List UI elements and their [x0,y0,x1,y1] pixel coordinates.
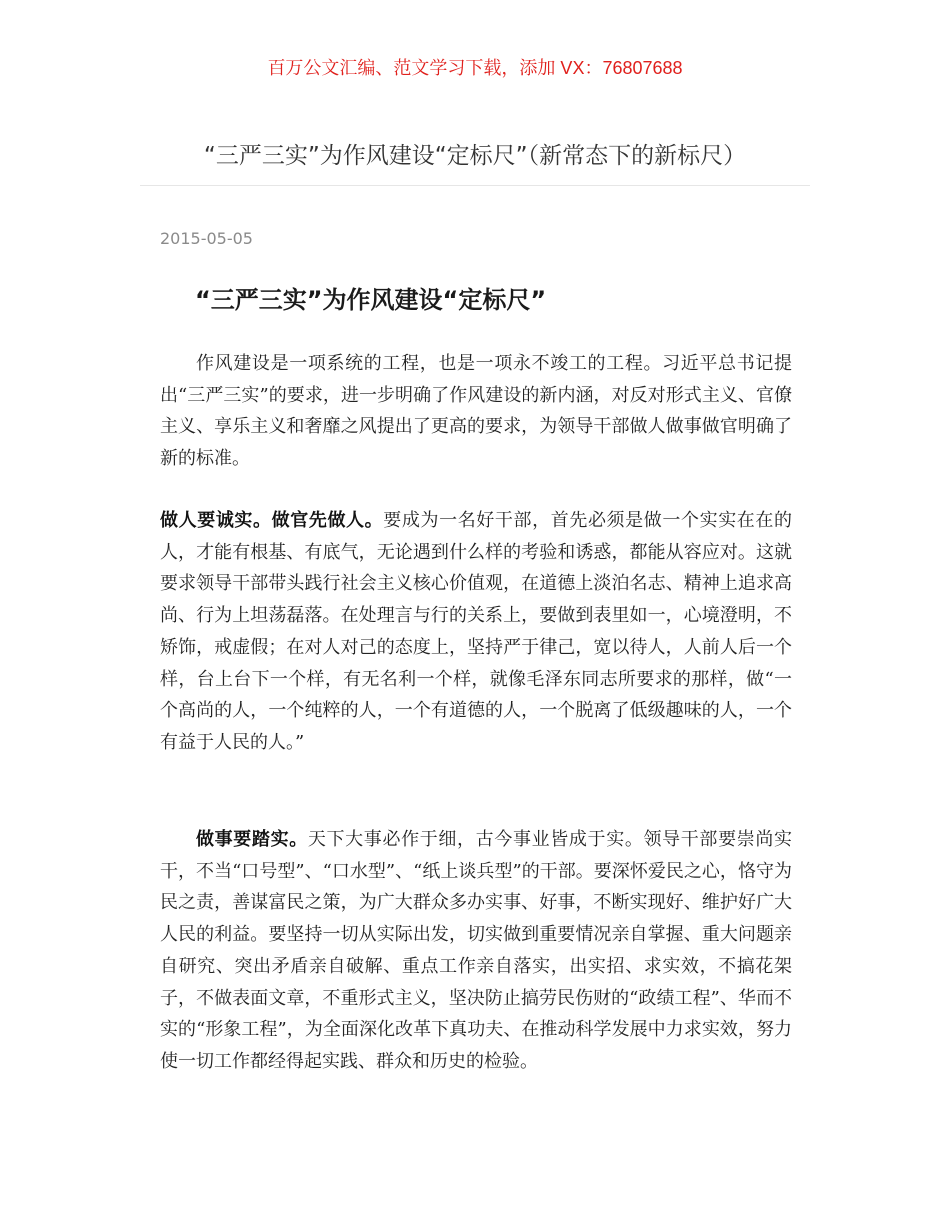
promo-banner-text: 百万公文汇编、范文学习下载，添加 VX：76807688 [267,58,683,78]
publish-date: 2015-05-05 [160,229,253,248]
paragraph-honest-person-body: 要成为一名好干部，首先必须是做一个实实在在的人，才能有根基、有底气，无论遇到什么样的考验和诱惑，都能从容应对。这就要求领导干部带头践行社会主义核心价值观，在道德上淡泊名志、精神上追求高尚、行为上坦荡磊落。在处理言与行的关系上，要做到表里如一，心境澄明，不矫饰，戒虚假；在对人对己的态度上，坚持严于律己，宽以待人，人前人后一个样，台上台下一个样，有无名利一个样，就像毛泽东同志所要求的那样，做“一个高尚的人，一个纯粹的人，一个有道德的人，一个脱离了低级趣味的人，一个有益于人民的人。” [160,510,793,753]
paragraph-practical-work-lead: 做事要踏实。 [196,829,308,850]
paragraph-intro [160,348,792,475]
paragraph-practical-work [160,824,792,1078]
page-title: “三严三实”为作风建设“定标尺”（新常态下的新标尺） [203,143,747,169]
paragraph-intro-body: 作风建设是一项系统的工程，也是一项永不竣工的工程。习近平总书记提出“三严三实”的要求，进一步明确了作风建设的新内涵，对反对形式主义、官僚主义、享乐主义和奢靡之风提出了更高的要求，为领导干部做人做事做官明确了新的标准。 [160,353,792,470]
paragraph-honest-person-lead: 做人要诚实。做官先做人。 [160,510,384,531]
article-heading: “三严三实”为作风建设“定标尺” [195,286,547,314]
promo-banner [0,55,950,81]
paragraph-honest-person [160,505,792,759]
title-divider [140,185,810,186]
paragraph-practical-work-body: 天下大事必作于细，古今事业皆成于实。领导干部要崇尚实干，不当“口号型”、“口水型”、“纸上谈兵型”的干部。要深怀爱民之心，恪守为民之责，善谋富民之策，为广大群众多办实事、好事，不断实现好、维护好广大人民的利益。要坚持一切从实际出发，切实做到重要情况亲自掌握、重大问题亲自研究、突出矛盾亲自破解、重点工作亲自落实，出实招、求实效，不搞花架子，不做表面文章，不重形式主义，坚决防止搞劳民伤财的“政绩工程”、华而不实的“形象工程”，为全面深化改革下真功夫、在推动科学发展中力求实效，努力使一切工作都经得起实践、群众和历史的检验。 [160,829,793,1072]
